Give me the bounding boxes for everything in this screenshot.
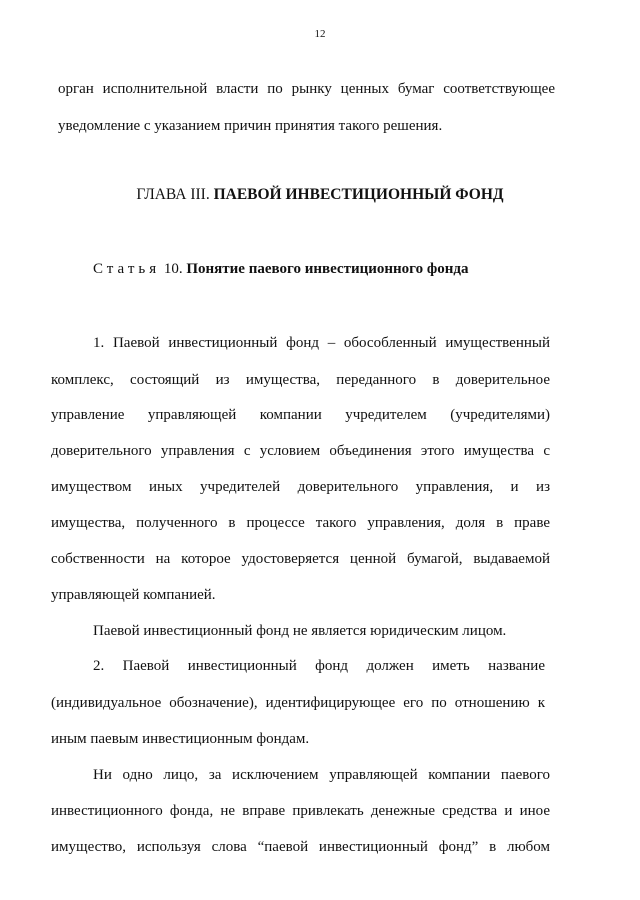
chapter-heading bbox=[0, 186, 640, 204]
paragraph4-line-3 bbox=[51, 838, 550, 856]
paragraph4-line-2-text: инвестиционного фонда, не вправе привлекать денежные средства и иное bbox=[51, 803, 550, 819]
paragraph3-line-1-text: 2. Паевой инвестиционный фонд должен иметь название bbox=[93, 658, 545, 674]
paragraph4-line-1 bbox=[93, 766, 550, 784]
paragraph1-line-4 bbox=[51, 442, 550, 460]
paragraph1-line-5 bbox=[51, 478, 550, 496]
article-number: 10. bbox=[163, 261, 183, 277]
paragraph1-line-1-text: 1. Паевой инвестиционный фонд – обособленный имущественный bbox=[93, 335, 550, 351]
page-number: 12 bbox=[314, 28, 326, 40]
paragraph1-line-1 bbox=[93, 334, 550, 352]
article-label: Статья bbox=[93, 261, 161, 277]
paragraph1-line-7 bbox=[51, 550, 550, 568]
paragraph1-line-6-text: имущества, полученного в процессе такого управления, доля в праве bbox=[51, 515, 550, 531]
paragraph4-line-1-text: Ни одно лицо, за исключением управляющей компании паевого bbox=[93, 767, 550, 783]
paragraph2: Паевой инвестиционный фонд не является юридическим лицом. bbox=[93, 623, 507, 639]
paragraph1-line-8: управляющей компанией. bbox=[51, 587, 216, 603]
article-title: Понятие паевого инвестиционного фонда bbox=[186, 261, 469, 277]
intro-line-1-text: орган исполнительной власти по рынку ценных бумаг соответствующее bbox=[58, 81, 555, 97]
paragraph1-line-2 bbox=[51, 371, 550, 389]
paragraph1-line-3 bbox=[51, 406, 550, 424]
paragraph4-line-2 bbox=[51, 802, 550, 820]
paragraph1-line-6 bbox=[51, 514, 550, 532]
paragraph3-line-1 bbox=[93, 657, 545, 675]
chapter-prefix: ГЛАВА III. bbox=[136, 186, 210, 203]
paragraph1-line-2-text: комплекс, состоящий из имущества, переданного в доверительное bbox=[51, 372, 550, 388]
paragraph1-line-7-text: собственности на которое удостоверяется ценной бумагой, выдаваемой bbox=[51, 551, 550, 567]
intro-line-1 bbox=[58, 80, 555, 98]
paragraph4-line-3-text: имущество, используя слова “паевой инвестиционный фонд” в любом bbox=[51, 839, 550, 855]
paragraph3-line-2 bbox=[51, 694, 545, 712]
chapter-title: ПАЕВОЙ ИНВЕСТИЦИОННЫЙ ФОНД bbox=[213, 186, 504, 203]
intro-line-2: уведомление с указанием причин принятия такого решения. bbox=[58, 118, 443, 134]
article-heading bbox=[93, 261, 468, 278]
paragraph3-line-3: иным паевым инвестиционным фондам. bbox=[51, 731, 310, 747]
paragraph1-line-4-text: доверительного управления с условием объединения этого имущества с bbox=[51, 443, 550, 459]
paragraph1-line-3-text: управление управляющей компании учредителем (учредителями) bbox=[51, 407, 550, 423]
paragraph3-line-2-text: (индивидуальное обозначение), идентифицирующее его по отношению к bbox=[51, 695, 545, 711]
paragraph1-line-5-text: имуществом иных учредителей доверительного управления, и из bbox=[51, 479, 550, 495]
